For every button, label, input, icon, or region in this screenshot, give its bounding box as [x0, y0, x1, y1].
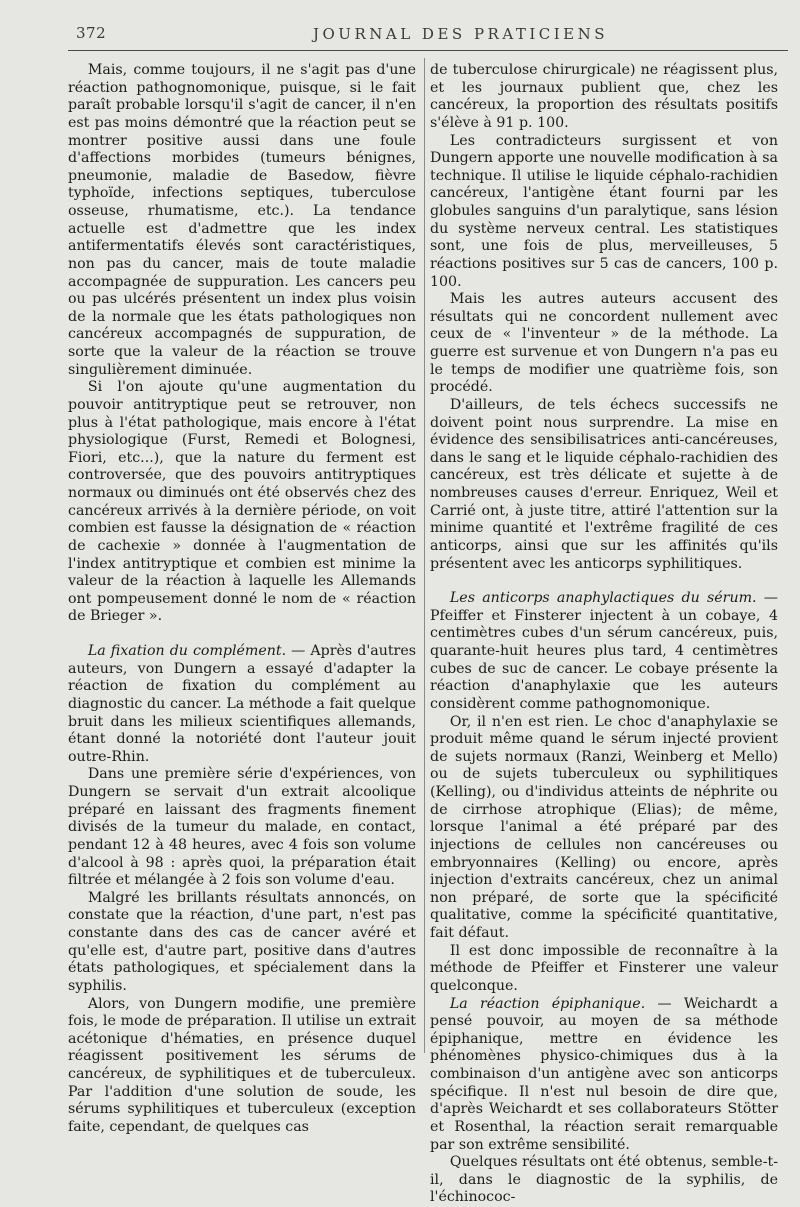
paragraph: Alors, von Dungern modifie, une première fois, le mode de préparation. Il utilise un extrait acétonique d'hématies, en présence duquel réagissent positivement les sérums de cancéreux, de syphilitiques et de tuberculeux. Par l'addition d'une solution de soude, les sérums syphilitiques et tuberculeux (exception faite, cependant, de quelques cas [68, 995, 416, 1135]
column-divider [424, 58, 425, 1053]
page-header [68, 22, 780, 44]
paragraph: Malgré les brillants résultats annoncés, on constate que la réaction, d'une part, n'est pas constante dans des cas de cancer avéré et qu'elle est, d'autre part, positive dans d'autres états pathologiques, et spécialement dans la syphilis. [68, 889, 416, 994]
header-rule [68, 50, 788, 51]
paragraph: Or, il n'en est rien. Le choc d'anaphylaxie se produit même quand le sérum injecté provient de sujets normaux (Ranzi, Weinberg et Mello) ou de sujets tuberculeux ou syphilitiques (Kelling), ou d'individus atteints de néphrite ou de cirrhose atrophique (Elias); de même, lorsque l'animal a été préparé par des injections de cellules non cancéreuses ou embryonnaires (Kelling) ou encore, après injection d'extraits cancéreux, chez un animal non préparé, de sorte que la spécificité qualitative, comme la spécificité quantitative, fait défaut. [430, 713, 778, 941]
left-column [68, 62, 416, 1137]
paragraph: Quelques résultats ont été obtenus, semble-t-il, dans le diagnostic de la syphilis, de l'échinococ- [430, 1154, 778, 1206]
section-heading: Les anticorps anaphylactiques du sérum. [449, 590, 757, 607]
section-paragraph [68, 643, 416, 766]
section-text: — Weichardt a pensé pouvoir, au moyen de sa méthode épiphanique, mettre en évidence les phénomènes physico-chimiques dus à la combinaison d'un antigène avec son anticorps spécifique. Il n'est nul besoin de dire que, d'après Weichardt et ses collaborateurs Stötter et Rosenthal, la réaction serait remarquable par son extrême sensibilité. [430, 995, 778, 1153]
paragraph: Si l'on ajoute qu'une augmentation du pouvoir antitryptique peut se retrouver, non plus à l'état pathologique, mais encore à l'état physiologique (Furst, Remedi et Bolognesi, Fiori, etc...), que la nature du ferment est controversée, que des pouvoirs antitryptiques normaux ou diminués ont été observés chez des cancéreux arrivés à la dernière période, on voit combien est fausse la désignation de « réaction de cachexie » donnée à l'augmentation de l'index antitryptique et combien est minime la valeur de la réaction à laquelle les Allemands ont pompeusement donné le nom de « réaction de Brieger ». [68, 379, 416, 625]
page-number: 372 [76, 24, 107, 42]
paragraph: Mais les autres auteurs accusent des résultats qui ne concordent nullement avec ceux de « l'inventeur » de la méthode. La guerre est survenue et von Dungern n'a pas eu le temps de modifier une quatrième fois, son procédé. [430, 291, 778, 396]
right-column [430, 62, 778, 1207]
paragraph: Mais, comme toujours, il ne s'agit pas d'une réaction pathognomonique, puisque, si le fait paraît probable lorsqu'il s'agit de cancer, il n'en est pas moins démontré que la réaction peut se montrer positive aussi dans une foule d'affections morbides (tumeurs bénignes, pneumonie, maladie de Basedow, fièvre typhoïde, infections septiques, tuberculose osseuse, rhumatisme, etc.). La tendance actuelle est d'admettre que les index antifermentatifs élevés sont caractéristiques, non pas du cancer, mais de toute maladie accompagnée de suppuration. Les cancers peu ou pas ulcérés présentent un index plus voisin de la normale que les états pathologiques non cancéreux accompagnés de suppuration, de sorte que la valeur de la réaction se trouve singulièrement diminuée. [68, 62, 416, 378]
section-heading: La fixation du complément. [87, 643, 287, 659]
paragraph: D'ailleurs, de tels échecs successifs ne doivent point nous surprendre. La mise en évidence des sensibilisatrices anti-cancéreuses, dans le sang et le liquide céphalo-rachidien des cancéreux, est très délicate et sujette à de nombreuses causes d'erreur. Enriquez, Weil et Carrié ont, à juste titre, attiré l'attention sur la minime quantité et l'extrême fragilité de ces anticorps, ainsi que sur les affinités qu'ils présentent avec les anticorps syphilitiques. [430, 396, 778, 572]
paragraph: de tuberculose chirurgicale) ne réagissent plus, et les journaux publient que, chez les cancéreux, la proportion des résultats positifs s'élève à 91 p. 100. [430, 62, 778, 131]
section-text: — Pfeiffer et Finsterer injectent à un cobaye, 4 centimètres cubes d'un sérum cancéreux, puis, quarante-huit heures plus tard, 4 centimètres cubes de suc de cancer. Le cobaye présente la réaction d'anaphylaxie que les auteurs considèrent comme pathognomonique. [430, 590, 778, 712]
section-paragraph [430, 996, 778, 1155]
section-heading: La réaction épiphanique. [449, 995, 646, 1012]
running-title: JOURNAL DES PRATICIENS [313, 25, 609, 43]
paragraph: Il est donc impossible de reconnaître à la méthode de Pfeiffer et Finsterer une valeur quelconque. [430, 942, 778, 994]
paragraph: Dans une première série d'expériences, von Dungern se servait d'un extrait alcoolique préparé en laissant des fragments finement divisés de la tumeur du malade, en contact, pendant 12 à 48 heures, avec 4 fois son volume d'alcool à 98 : après quoi, la préparation était filtrée et mélangée à 2 fois son volume d'eau. [68, 766, 416, 889]
paragraph: Les contradicteurs surgissent et von Dungern apporte une nouvelle modification à sa technique. Il utilise le liquide céphalo-rachidien cancéreux, l'antigène étant fourni par les globules sanguins d'un paralytique, sans lésion du système nerveux central. Les statistiques sont, une fois de plus, merveilleuses, 5 réactions positives sur 5 cas de cancers, 100 p. 100. [430, 132, 778, 290]
section-text: — Après d'autres auteurs, von Dungern a essayé d'adapter la réaction de fixation du complément au diagnostic du cancer. La méthode a fait quelque bruit dans les milieux scientifiques allemands, étant donné la notoriété dont l'auteur jouit outre-Rhin. [68, 643, 416, 765]
section-paragraph [430, 590, 778, 713]
